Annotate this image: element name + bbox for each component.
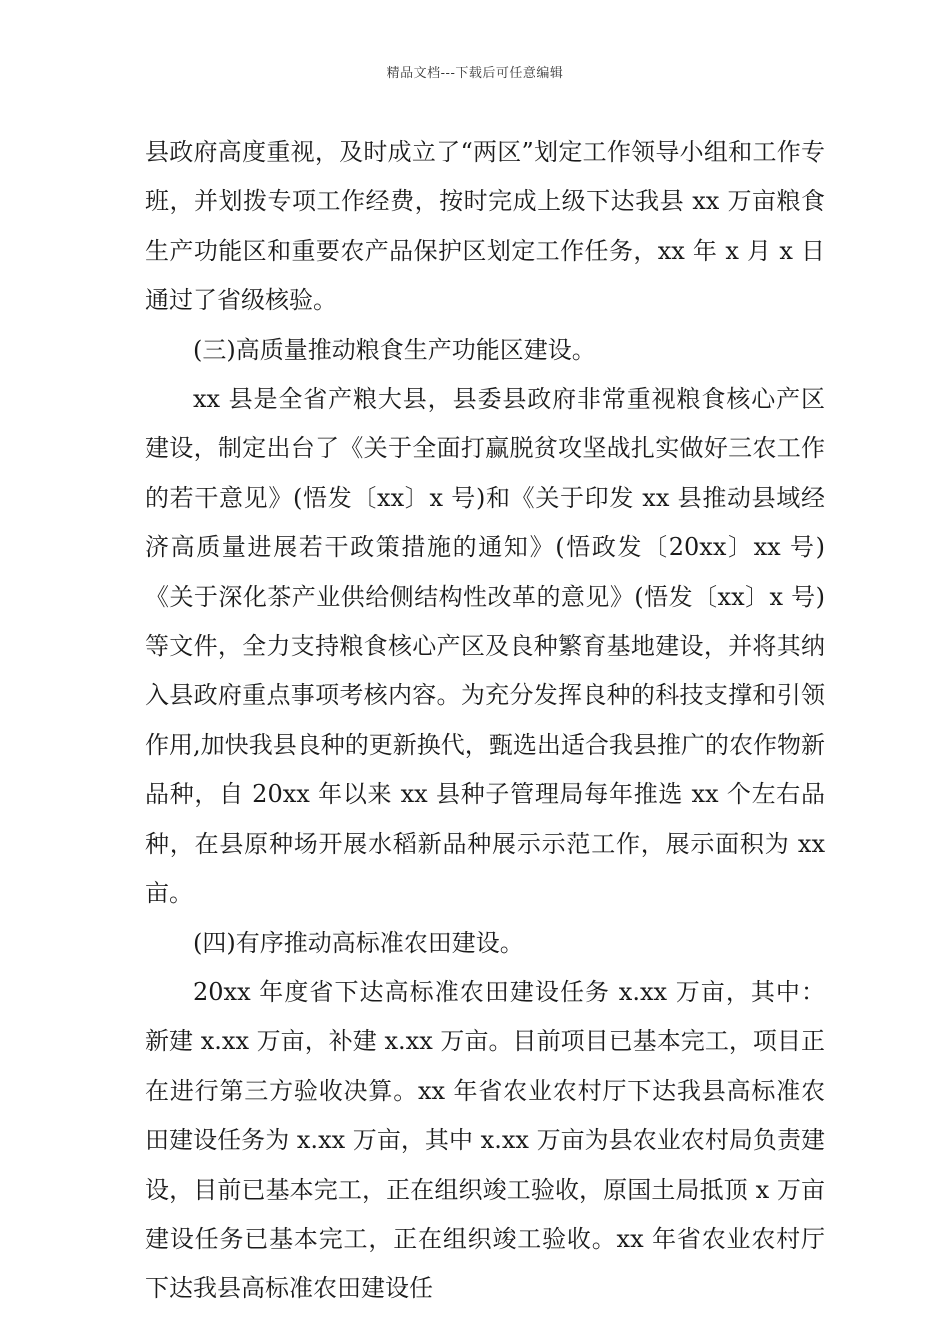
paragraph-3: xx 县是全省产粮大县，县委县政府非常重视粮食核心产区建设，制定出台了《关于全面打赢脱贫攻坚战扎实做好三农工作的若干意见》(悟发〔xx〕x 号)和《关于印发 xx 县推动县域经济高质量进展若干政策措施的通知》(悟政发〔20xx〕xx 号)《关于深化茶产业供给侧结构性改革的意见》(悟发〔xx〕x 号)等文件，全力支持粮食核心产区及良种繁育基地建设，并将其纳入县政府重点事项考核内容。为充分发挥良种的科技支撑和引领作用,加快我县良种的更新换代，甄选出适合我县推广的农作物新品种，自 20xx 年以来 xx 县种子管理局每年推选 xx 个左右品种，在县原种场开展水稻新品种展示示范工作，展示面积为 xx 亩。 [145,385,825,908]
section-heading-4: (四)有序推动高标准农田建设。 [193,928,524,957]
page-header: 精品文档---下载后可任意编辑 [386,66,564,81]
paragraph-1: 县政府高度重视，及时成立了“两区”划定工作领导小组和工作专班，并划拨专项工作经费，按时完成上级下达我县 xx 万亩粮食生产功能区和重要农产品保护区划定工作任务，xx 年 x 月 x 日通过了省级核验。 [145,138,825,315]
document-body [145,128,825,1314]
paragraph-5: 20xx 年度省下达高标准农田建设任务 x.xx 万亩，其中：新建 x.xx 万亩，补建 x.xx 万亩。目前项目已基本完工，项目正在进行第三方验收决算。xx 年省农业农村厅下达我县高标准农田建设任务为 x.xx 万亩，其中 x.xx 万亩为县农业农村局负责建设，目前已基本完工，正在组织竣工验收，原国土局抵顶 x 万亩建设任务已基本完工，正在组织竣工验收。xx 年省农业农村厅下达我县高标准农田建设任 [145,977,825,1303]
section-heading-3: (三)高质量推动粮食生产功能区建设。 [193,335,596,364]
